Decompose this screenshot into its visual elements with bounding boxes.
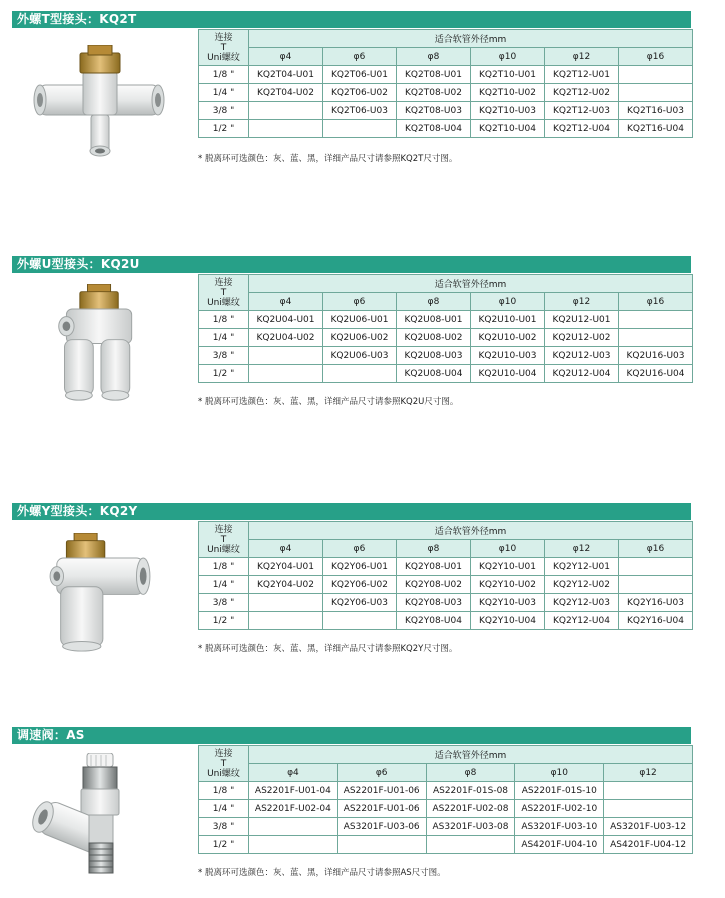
part-number: KQ2Y10-U03 bbox=[471, 594, 545, 612]
part-number: KQ2T12-U04 bbox=[545, 120, 619, 138]
part-number: KQ2Y06-U02 bbox=[323, 576, 397, 594]
part-number: KQ2U12-U04 bbox=[545, 365, 619, 383]
thread-size: 3/8 " bbox=[199, 818, 249, 836]
part-number: KQ2Y06-U03 bbox=[323, 594, 397, 612]
part-number: AS2201F-U01-04 bbox=[249, 782, 338, 800]
part-number: AS2201F-U02-04 bbox=[249, 800, 338, 818]
as-speed-valve-image bbox=[25, 753, 175, 893]
part-number: KQ2T16-U04 bbox=[619, 120, 693, 138]
part-number bbox=[323, 365, 397, 383]
part-number: AS2201F-01S-08 bbox=[426, 782, 515, 800]
size-header: φ8 bbox=[397, 293, 471, 311]
connection-thread-header: 连接 T Uni螺纹 bbox=[199, 746, 249, 782]
thread-size: 1/8 " bbox=[199, 558, 249, 576]
thread-size: 1/8 " bbox=[199, 311, 249, 329]
thread-size: 1/4 " bbox=[199, 84, 249, 102]
part-number: KQ2U04-U02 bbox=[249, 329, 323, 347]
thread-size: 1/4 " bbox=[199, 329, 249, 347]
part-number bbox=[249, 594, 323, 612]
part-number: KQ2U12-U03 bbox=[545, 347, 619, 365]
part-number bbox=[249, 102, 323, 120]
as-part-table bbox=[198, 745, 693, 854]
part-number: AS2201F-U01-06 bbox=[337, 782, 426, 800]
thread-size: 3/8 " bbox=[199, 594, 249, 612]
section-title: 调速阀：AS bbox=[12, 727, 691, 744]
size-header: φ4 bbox=[249, 764, 338, 782]
part-number bbox=[323, 120, 397, 138]
part-number: KQ2U10-U04 bbox=[471, 365, 545, 383]
tube-od-header: 适合软管外径mm bbox=[249, 522, 693, 540]
size-header: φ4 bbox=[249, 293, 323, 311]
table-row bbox=[199, 102, 693, 120]
part-number: AS3201F-U03-08 bbox=[426, 818, 515, 836]
size-header: φ10 bbox=[471, 48, 545, 66]
part-number: KQ2T12-U01 bbox=[545, 66, 619, 84]
size-header: φ4 bbox=[249, 540, 323, 558]
part-number: KQ2Y12-U03 bbox=[545, 594, 619, 612]
part-number: KQ2T10-U04 bbox=[471, 120, 545, 138]
part-number: AS2201F-U02-08 bbox=[426, 800, 515, 818]
part-number bbox=[249, 347, 323, 365]
size-header: φ6 bbox=[323, 540, 397, 558]
part-number bbox=[249, 365, 323, 383]
part-number: KQ2T06-U03 bbox=[323, 102, 397, 120]
part-number bbox=[323, 612, 397, 630]
table-row bbox=[199, 782, 693, 800]
table-row bbox=[199, 594, 693, 612]
kq2t-fitting-image bbox=[25, 45, 175, 165]
part-number: KQ2U08-U03 bbox=[397, 347, 471, 365]
part-number: KQ2T12-U03 bbox=[545, 102, 619, 120]
part-number: KQ2Y10-U01 bbox=[471, 558, 545, 576]
table-row bbox=[199, 120, 693, 138]
part-number bbox=[249, 836, 338, 854]
section-title: 外螺Y型接头：KQ2Y bbox=[12, 503, 691, 520]
footnote: * 脱离环可选颜色：灰、蓝、黑，详细产品尺寸请参照KQ2T尺寸图。 bbox=[198, 154, 458, 164]
connection-thread-header: 连接 T Uni螺纹 bbox=[199, 30, 249, 66]
part-number: KQ2U08-U02 bbox=[397, 329, 471, 347]
size-header: φ8 bbox=[397, 48, 471, 66]
size-header: φ12 bbox=[545, 540, 619, 558]
part-number: AS3201F-U03-06 bbox=[337, 818, 426, 836]
part-number bbox=[619, 311, 693, 329]
part-number: KQ2T04-U01 bbox=[249, 66, 323, 84]
part-number bbox=[337, 836, 426, 854]
thread-size: 3/8 " bbox=[199, 347, 249, 365]
part-number bbox=[249, 120, 323, 138]
part-number: KQ2T06-U01 bbox=[323, 66, 397, 84]
part-number: KQ2U12-U01 bbox=[545, 311, 619, 329]
part-number bbox=[619, 84, 693, 102]
part-number: KQ2Y04-U01 bbox=[249, 558, 323, 576]
connection-thread-header: 连接 T Uni螺纹 bbox=[199, 522, 249, 558]
size-header: φ6 bbox=[337, 764, 426, 782]
size-header: φ12 bbox=[604, 764, 693, 782]
thread-size: 1/2 " bbox=[199, 612, 249, 630]
part-number bbox=[249, 818, 338, 836]
part-number: KQ2Y06-U01 bbox=[323, 558, 397, 576]
table-row bbox=[199, 576, 693, 594]
thread-size: 3/8 " bbox=[199, 102, 249, 120]
part-number: KQ2T08-U03 bbox=[397, 102, 471, 120]
part-number: AS4201F-U04-12 bbox=[604, 836, 693, 854]
footnote: * 脱离环可选颜色：灰、蓝、黑，详细产品尺寸请参照KQ2Y尺寸图。 bbox=[198, 644, 458, 654]
table-row bbox=[199, 818, 693, 836]
size-header: φ10 bbox=[471, 293, 545, 311]
part-number: KQ2Y16-U03 bbox=[619, 594, 693, 612]
part-number: AS2201F-U02-10 bbox=[515, 800, 604, 818]
part-number: KQ2U10-U03 bbox=[471, 347, 545, 365]
table-row bbox=[199, 836, 693, 854]
part-number: KQ2T10-U01 bbox=[471, 66, 545, 84]
part-number: KQ2Y04-U02 bbox=[249, 576, 323, 594]
size-header: φ6 bbox=[323, 48, 397, 66]
part-number bbox=[604, 782, 693, 800]
part-number: AS3201F-U03-10 bbox=[515, 818, 604, 836]
table-row bbox=[199, 347, 693, 365]
thread-size: 1/4 " bbox=[199, 576, 249, 594]
part-number bbox=[619, 576, 693, 594]
size-header: φ10 bbox=[515, 764, 604, 782]
part-number: KQ2Y08-U04 bbox=[397, 612, 471, 630]
size-header: φ12 bbox=[545, 293, 619, 311]
kq2u-part-table bbox=[198, 274, 693, 383]
part-number: KQ2Y16-U04 bbox=[619, 612, 693, 630]
part-number bbox=[249, 612, 323, 630]
part-number: KQ2U16-U03 bbox=[619, 347, 693, 365]
part-number: KQ2Y12-U01 bbox=[545, 558, 619, 576]
part-number: AS3201F-U03-12 bbox=[604, 818, 693, 836]
part-number: KQ2Y10-U02 bbox=[471, 576, 545, 594]
table-row bbox=[199, 558, 693, 576]
part-number: KQ2T10-U02 bbox=[471, 84, 545, 102]
thread-size: 1/2 " bbox=[199, 836, 249, 854]
size-header: φ8 bbox=[426, 764, 515, 782]
thread-size: 1/4 " bbox=[199, 800, 249, 818]
part-number: KQ2U06-U03 bbox=[323, 347, 397, 365]
part-number bbox=[619, 558, 693, 576]
part-number: KQ2Y08-U02 bbox=[397, 576, 471, 594]
part-number: KQ2U16-U04 bbox=[619, 365, 693, 383]
section-title: 外螺U型接头：KQ2U bbox=[12, 256, 691, 273]
thread-size: 1/2 " bbox=[199, 120, 249, 138]
table-row bbox=[199, 329, 693, 347]
thread-size: 1/8 " bbox=[199, 782, 249, 800]
footnote: * 脱离环可选颜色：灰、蓝、黑，详细产品尺寸请参照KQ2U尺寸图。 bbox=[198, 397, 459, 407]
part-number: KQ2U08-U04 bbox=[397, 365, 471, 383]
part-number: AS2201F-U01-06 bbox=[337, 800, 426, 818]
connection-thread-header: 连接 T Uni螺纹 bbox=[199, 275, 249, 311]
thread-size: 1/8 " bbox=[199, 66, 249, 84]
table-row bbox=[199, 365, 693, 383]
kq2y-fitting-image bbox=[25, 533, 175, 653]
kq2u-fitting-image bbox=[25, 284, 175, 404]
part-number: KQ2U04-U01 bbox=[249, 311, 323, 329]
part-number: KQ2T08-U01 bbox=[397, 66, 471, 84]
table-row bbox=[199, 66, 693, 84]
part-number: KQ2Y10-U04 bbox=[471, 612, 545, 630]
part-number: KQ2T16-U03 bbox=[619, 102, 693, 120]
table-row bbox=[199, 311, 693, 329]
part-number: KQ2U10-U01 bbox=[471, 311, 545, 329]
part-number: KQ2T04-U02 bbox=[249, 84, 323, 102]
table-row bbox=[199, 84, 693, 102]
part-number: KQ2Y12-U02 bbox=[545, 576, 619, 594]
table-row bbox=[199, 800, 693, 818]
part-number bbox=[604, 800, 693, 818]
kq2y-part-table bbox=[198, 521, 693, 630]
footnote: * 脱离环可选颜色：灰、蓝、黑，详细产品尺寸请参照AS尺寸图。 bbox=[198, 868, 446, 878]
part-number bbox=[619, 66, 693, 84]
size-header: φ6 bbox=[323, 293, 397, 311]
table-row bbox=[199, 612, 693, 630]
thread-size: 1/2 " bbox=[199, 365, 249, 383]
size-header: φ8 bbox=[397, 540, 471, 558]
section-title: 外螺T型接头：KQ2T bbox=[12, 11, 691, 28]
kq2t-part-table bbox=[198, 29, 693, 138]
part-number: KQ2Y08-U01 bbox=[397, 558, 471, 576]
tube-od-header: 适合软管外径mm bbox=[249, 746, 693, 764]
size-header: φ10 bbox=[471, 540, 545, 558]
part-number: KQ2U10-U02 bbox=[471, 329, 545, 347]
size-header: φ16 bbox=[619, 293, 693, 311]
part-number: AS2201F-01S-10 bbox=[515, 782, 604, 800]
part-number: KQ2T08-U02 bbox=[397, 84, 471, 102]
part-number bbox=[426, 836, 515, 854]
part-number: KQ2U08-U01 bbox=[397, 311, 471, 329]
part-number: KQ2T10-U03 bbox=[471, 102, 545, 120]
part-number: KQ2U12-U02 bbox=[545, 329, 619, 347]
size-header: φ16 bbox=[619, 540, 693, 558]
size-header: φ16 bbox=[619, 48, 693, 66]
part-number: KQ2T06-U02 bbox=[323, 84, 397, 102]
part-number: KQ2Y12-U04 bbox=[545, 612, 619, 630]
part-number: KQ2T08-U04 bbox=[397, 120, 471, 138]
part-number: KQ2U06-U02 bbox=[323, 329, 397, 347]
size-header: φ12 bbox=[545, 48, 619, 66]
tube-od-header: 适合软管外径mm bbox=[249, 275, 693, 293]
part-number: KQ2T12-U02 bbox=[545, 84, 619, 102]
part-number: KQ2Y08-U03 bbox=[397, 594, 471, 612]
part-number: KQ2U06-U01 bbox=[323, 311, 397, 329]
part-number bbox=[619, 329, 693, 347]
tube-od-header: 适合软管外径mm bbox=[249, 30, 693, 48]
part-number: AS4201F-U04-10 bbox=[515, 836, 604, 854]
size-header: φ4 bbox=[249, 48, 323, 66]
